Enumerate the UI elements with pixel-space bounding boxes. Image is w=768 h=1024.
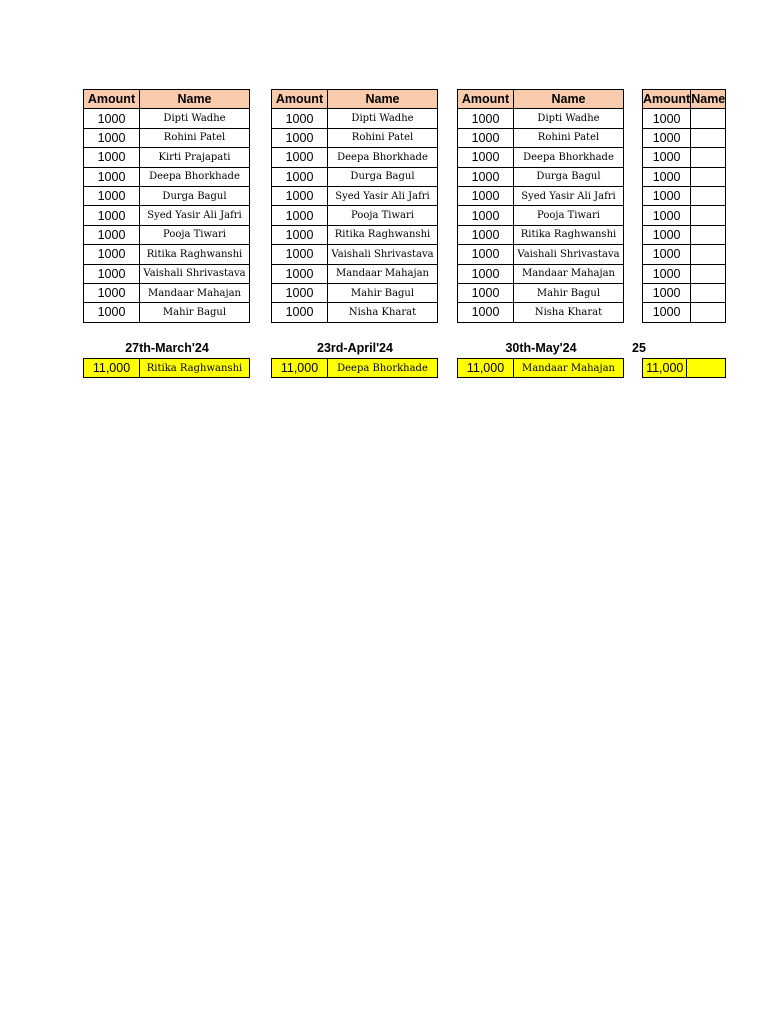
amount-cell[interactable]: 1000 [272,109,328,128]
table-row [643,264,726,283]
name-cell[interactable] [691,283,726,302]
table-row [272,148,438,167]
name-cell[interactable]: Kirti Prajapati [140,148,250,167]
table-row [643,167,726,186]
table-row [458,245,624,264]
winner-name-cell[interactable]: Mandaar Mahajan [514,359,624,378]
table-row [458,303,624,322]
table-row [458,283,624,302]
winner-row [457,358,624,378]
amount-cell[interactable]: 1000 [458,225,514,244]
amount-cell[interactable]: 1000 [84,128,140,147]
contribution-block-4 [632,89,726,375]
name-cell[interactable] [691,264,726,283]
draw-date: 30th-May'24 [505,341,577,355]
amount-cell[interactable]: 1000 [458,167,514,186]
table-row [458,167,624,186]
table-row [643,303,726,322]
table-row [84,148,250,167]
name-cell[interactable]: Rohini Patel [514,128,624,147]
amount-cell[interactable]: 1000 [84,186,140,205]
table-row [84,245,250,264]
table-row [84,303,250,322]
table-row [272,206,438,225]
amount-cell[interactable]: 1000 [458,245,514,264]
table-row [458,109,624,128]
amount-cell[interactable]: 1000 [84,167,140,186]
amount-cell[interactable]: 1000 [272,128,328,147]
name-cell[interactable]: Durga Bagul [140,186,250,205]
amount-cell[interactable]: 1000 [272,167,328,186]
total-amount-cell[interactable]: 11,000 [272,359,328,378]
name-cell[interactable]: Rohini Patel [328,128,438,147]
name-cell[interactable] [691,128,726,147]
spreadsheet-page [0,89,726,389]
table-row [458,148,624,167]
table-row [84,128,250,147]
name-cell[interactable] [691,245,726,264]
amount-cell[interactable]: 1000 [458,283,514,302]
amount-cell[interactable]: 1000 [272,186,328,205]
name-cell[interactable]: Deepa Bhorkhade [514,148,624,167]
table-row [272,303,438,322]
table-row [643,206,726,225]
table-row [643,225,726,244]
amount-cell[interactable]: 1000 [643,186,691,205]
table-row [272,128,438,147]
name-cell[interactable] [691,109,726,128]
winner-row [271,358,438,378]
amount-cell[interactable]: 1000 [458,186,514,205]
name-cell[interactable] [691,167,726,186]
name-cell[interactable]: Durga Bagul [328,167,438,186]
amount-cell[interactable]: 1000 [272,264,328,283]
name-cell[interactable]: Syed Yasir Ali Jafri [328,186,438,205]
amount-cell[interactable]: 1000 [272,225,328,244]
amount-cell[interactable]: 1000 [458,109,514,128]
total-amount-cell[interactable]: 11,000 [643,359,687,378]
table-row [272,225,438,244]
amount-cell[interactable]: 1000 [643,245,691,264]
table-row [272,167,438,186]
name-cell[interactable]: Vaishali Shrivastava [328,245,438,264]
table-row [643,186,726,205]
amount-cell[interactable]: 1000 [84,303,140,322]
table-row [458,225,624,244]
name-header: Name [140,90,250,109]
table-row [84,167,250,186]
amount-cell[interactable]: 1000 [643,283,691,302]
amount-header: Amount [272,90,328,109]
amount-cell[interactable]: 1000 [643,264,691,283]
contribution-table [83,89,250,323]
name-cell[interactable]: Syed Yasir Ali Jafri [514,186,624,205]
table-row [272,245,438,264]
contribution-block-3 [457,89,624,375]
amount-cell[interactable]: 1000 [84,264,140,283]
name-cell[interactable]: Ritika Raghwanshi [514,225,624,244]
contribution-block-2 [271,89,438,375]
contribution-block-1 [83,89,250,375]
name-cell[interactable]: Deepa Bhorkhade [328,148,438,167]
contribution-table [271,89,438,323]
draw-date: 25 [632,341,646,355]
name-cell[interactable]: Nisha Kharat [328,303,438,322]
amount-cell[interactable]: 1000 [272,148,328,167]
amount-cell[interactable]: 1000 [643,167,691,186]
table-row [84,225,250,244]
name-cell[interactable] [691,186,726,205]
table-row [643,128,726,147]
name-cell[interactable]: Mandaar Mahajan [140,283,250,302]
total-amount-cell[interactable]: 11,000 [458,359,514,378]
table-row [272,283,438,302]
table-row [643,283,726,302]
winner-name-cell[interactable]: Deepa Bhorkhade [328,359,438,378]
table-row [643,148,726,167]
amount-cell[interactable]: 1000 [643,148,691,167]
amount-cell[interactable]: 1000 [84,245,140,264]
contribution-table [457,89,624,323]
name-cell[interactable]: Vaishali Shrivastava [514,245,624,264]
amount-cell[interactable]: 1000 [458,148,514,167]
winner-row [83,358,250,378]
name-cell[interactable]: Mahir Bagul [140,303,250,322]
table-row [84,109,250,128]
draw-date: 27th-March'24 [125,341,209,355]
table-row [272,186,438,205]
name-cell[interactable]: Syed Yasir Ali Jafri [140,206,250,225]
table-row [458,186,624,205]
table-row [84,186,250,205]
name-cell[interactable]: Mandaar Mahajan [514,264,624,283]
amount-cell[interactable]: 1000 [272,206,328,225]
amount-cell[interactable]: 1000 [643,225,691,244]
name-header: Name [691,90,726,109]
contribution-table [642,89,726,323]
name-cell[interactable]: Pooja Tiwari [514,206,624,225]
amount-cell[interactable]: 1000 [84,225,140,244]
name-cell[interactable] [691,148,726,167]
name-cell[interactable]: Ritika Raghwanshi [140,245,250,264]
name-header: Name [328,90,438,109]
name-cell[interactable]: Dipti Wadhe [514,109,624,128]
name-cell[interactable]: Pooja Tiwari [328,206,438,225]
amount-header: Amount [84,90,140,109]
amount-cell[interactable]: 1000 [84,283,140,302]
name-cell[interactable]: Vaishali Shrivastava [140,264,250,283]
total-amount-cell[interactable]: 11,000 [84,359,140,378]
amount-header: Amount [458,90,514,109]
name-cell[interactable]: Nisha Kharat [514,303,624,322]
name-cell[interactable]: Mahir Bagul [328,283,438,302]
name-cell[interactable]: Deepa Bhorkhade [140,167,250,186]
table-row [458,264,624,283]
amount-cell[interactable]: 1000 [272,283,328,302]
name-cell[interactable]: Dipti Wadhe [140,109,250,128]
table-row [272,264,438,283]
table-row [643,245,726,264]
amount-cell[interactable]: 1000 [84,148,140,167]
name-cell[interactable]: Durga Bagul [514,167,624,186]
amount-cell[interactable]: 1000 [272,303,328,322]
table-row [272,109,438,128]
amount-cell[interactable]: 1000 [272,245,328,264]
name-cell[interactable]: Pooja Tiwari [140,225,250,244]
name-header: Name [514,90,624,109]
draw-date: 23rd-April'24 [317,341,393,355]
amount-cell[interactable]: 1000 [643,128,691,147]
amount-cell[interactable]: 1000 [458,264,514,283]
amount-cell[interactable]: 1000 [458,206,514,225]
name-cell[interactable]: Rohini Patel [140,128,250,147]
name-cell[interactable] [691,206,726,225]
amount-cell[interactable]: 1000 [458,303,514,322]
table-row [84,206,250,225]
winner-name-cell[interactable]: Ritika Raghwanshi [140,359,250,378]
amount-cell[interactable]: 1000 [84,109,140,128]
table-row [84,264,250,283]
amount-cell[interactable]: 1000 [643,303,691,322]
name-cell[interactable]: Dipti Wadhe [328,109,438,128]
amount-cell[interactable]: 1000 [643,109,691,128]
name-cell[interactable]: Ritika Raghwanshi [328,225,438,244]
name-cell[interactable] [691,225,726,244]
name-cell[interactable] [691,303,726,322]
name-cell[interactable]: Mandaar Mahajan [328,264,438,283]
table-row [84,283,250,302]
table-row [458,128,624,147]
winner-name-cell[interactable] [687,359,726,378]
table-row [643,109,726,128]
winner-row [642,358,726,378]
amount-cell[interactable]: 1000 [458,128,514,147]
amount-cell[interactable]: 1000 [643,206,691,225]
table-row [458,206,624,225]
name-cell[interactable]: Mahir Bagul [514,283,624,302]
amount-cell[interactable]: 1000 [84,206,140,225]
amount-header: Amount [643,90,691,109]
